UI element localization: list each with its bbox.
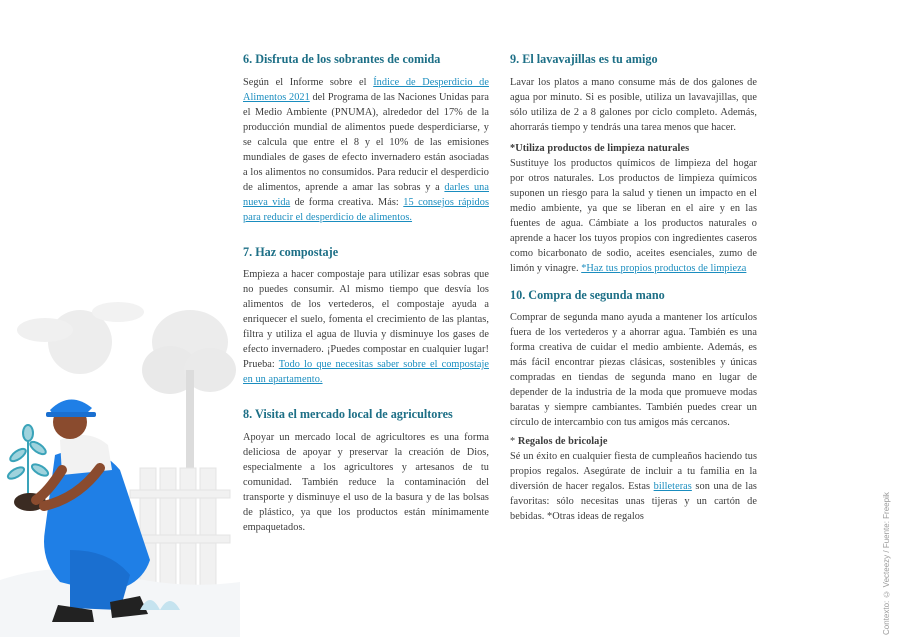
food-waste-index-link[interactable]: Índice de Desperdicio de Alimentos 2021 [243, 76, 489, 103]
natural-cleaning-subtitle [510, 141, 757, 156]
diy-gifts-text-1: Sé un éxito en cualquier fiesta de cumpleaños haciendo tus propios regalos. Asegúrate de incluir a tu familia en la diversión de hacer regalos. Estas [510, 451, 757, 493]
right-column [510, 52, 757, 524]
section-7-text-1: Empieza a hacer compostaje para utilizar esas sobras que no puedes consumir. Al mismo tiempo que desvía los alimentos de los vertederos, el compostaje ayuda a enriquecer el suelo, fomenta el crecimiento de las plantas, filtra y utiliza el agua de lluvia y disminuye los gases de efecto invernadero. ¡Puedes compostar en cualquier lugar! Prueba: [243, 269, 489, 371]
natural-cleaning-body [510, 156, 757, 276]
diy-gifts-subtitle-text: Regalos de bricolaje [517, 436, 608, 448]
section-8-title: 8. Visita el mercado local de agricultores [243, 407, 453, 422]
natural-cleaning-subtitle-text: Utiliza productos de limpieza naturales [515, 142, 690, 154]
section-6-text-2: del Programa de las Naciones Unidas para el Medio Ambiente (PNUMA), alrededor del 17% de la producción mundial de alimentos puede desperdiciarse, y se calcula que entre el 8 y el 10% de las emisiones mundiales de gases de efecto invernadero están asociadas a los alimentos no consumidos. Para reducir el desperdicio de alimentos, aprende a amar las sobras y a [243, 91, 489, 193]
image-credit: Contexto: © Vecteezy / Fuente: Freepik [882, 492, 891, 635]
cleaning-products-link[interactable]: *Haz tus propios productos de limpieza [581, 262, 747, 274]
diy-gifts-text-2: son una de las favoritas: sólo necesitas unas tijeras y un cartón de bebidas. *Otras ideas de regalos [510, 481, 757, 523]
section-9-title: 9. El lavavajillas es tu amigo [510, 52, 658, 66]
section-7-title: 7. Haz compostaje [243, 244, 339, 259]
section-9-body: Lavar los platos a mano consume más de dos galones de agua por minuto. Si es posible, utiliza un lavavajillas, que sólo utiliza de 2 a 8 galones por ciclo completo. Además, ahorrarás tiempo y tendrás una tarea menos que hacer. [510, 76, 757, 133]
diy-gifts-prefix: * [510, 436, 518, 448]
section-6-body [243, 75, 489, 225]
gardener-planting-illustration [0, 230, 240, 637]
section-10-body: Comprar de segunda mano ayuda a mantener los artículos fuera de los vertederos y a ahorrar agua. También es una forma creativa de cuidar el medio ambiente. Además, es más fácil encontrar piezas clásicas, sostenibles y únicas compradas en tiendas de segunda mano en lugar de depender de la industria de la moda que promueve modas baratas y siempre cambiantes. También puedes crear un círculo de intercambio con tus amigos más cercanos. [510, 312, 757, 429]
composting-apartment-link[interactable]: Todo lo que necesitas saber sobre el compostaje en un apartamento. [243, 359, 490, 386]
waste-tips-link[interactable]: 15 consejos rápidos para reducir el desperdicio de alimentos. [243, 196, 489, 223]
natural-cleaning-prefix: * [510, 142, 516, 154]
section-8-body: Apoyar un mercado local de agricultores es una forma deliciosa de apoyar y preservar la creación de Dios, especialmente a los agricultores y artesanos de tu comunidad. También reduce la contaminación del transporte y disminuye el uso de la basura y de las bolsas de plástico, ya que los productos están mínimamente empaquetados. [243, 431, 489, 533]
section-6-text-1: Según el Informe sobre el [243, 76, 374, 88]
diy-gifts-body [510, 449, 757, 524]
left-column [243, 52, 489, 535]
section-6-text-3: de forma creativa. Más: [290, 196, 404, 208]
wallets-link[interactable]: billeteras [653, 481, 692, 493]
section-10-title: 10. Compra de segunda mano [510, 287, 665, 302]
section-6-title: 6. Disfruta de los sobrantes de comida [243, 52, 441, 66]
new-life-link[interactable]: darles una nueva vida [243, 181, 489, 208]
section-7-body [243, 267, 489, 387]
natural-cleaning-text: Sustituye los productos químicos de limpieza del hogar por otros naturales. Los productos de limpieza químicos suponen un riesgo para la salud y tienen un impacto en el medio ambiente, ya que se liberan en el aire y en las fuentes de agua. Cámbiate a los productos naturales o aprende a hacer los tuyos propios con ingredientes caseros como bicarbonato de sodio, aceites esenciales, zumo de limón y vinagre. [510, 157, 757, 274]
diy-gifts-subtitle [510, 434, 757, 449]
